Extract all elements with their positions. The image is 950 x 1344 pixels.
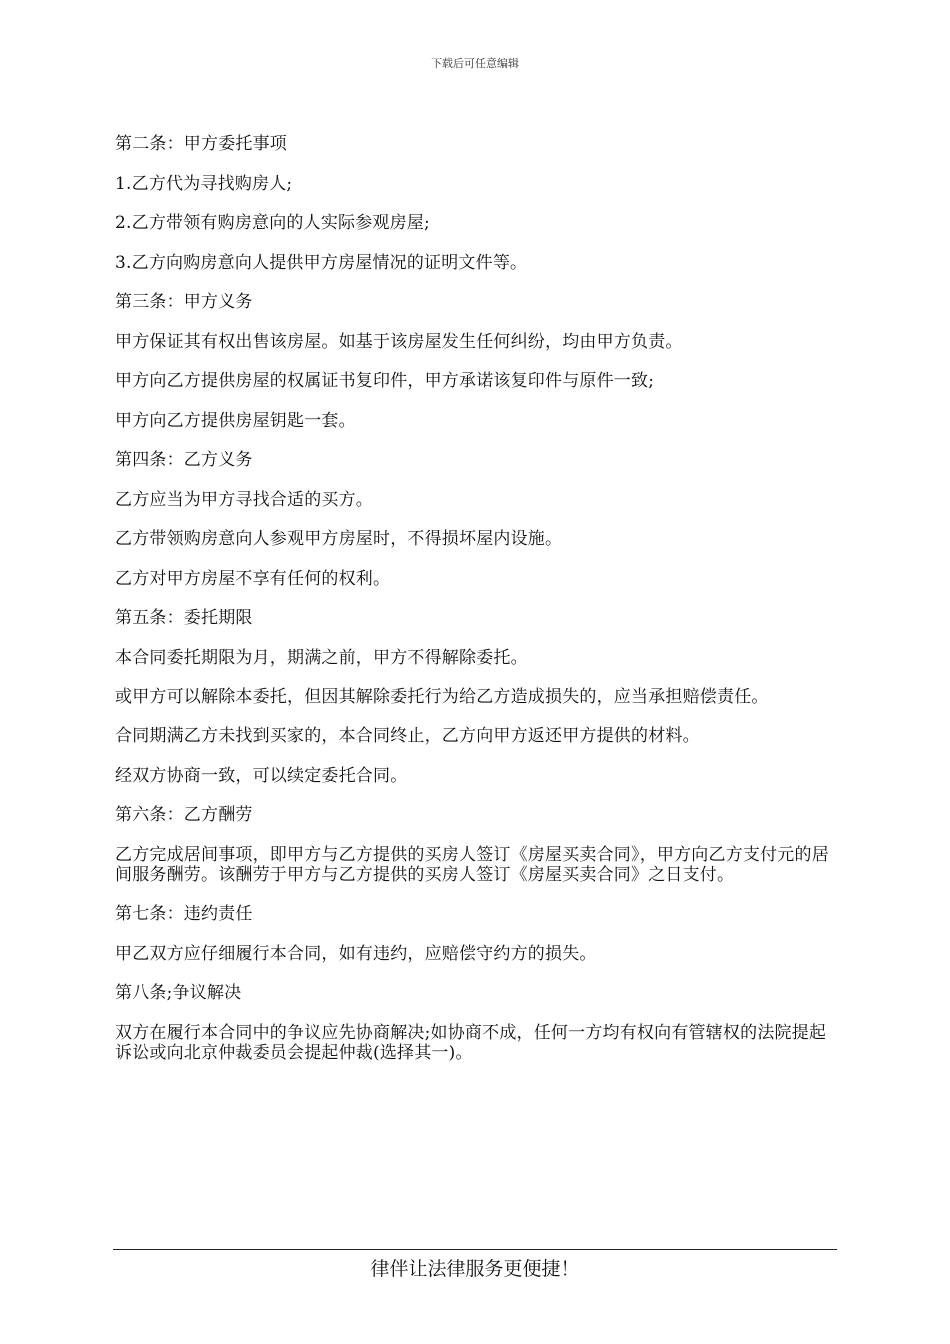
clause-heading: 第五条：委托期限 [115, 608, 253, 628]
clause-item: 甲方向乙方提供房屋钥匙一套。 [115, 410, 356, 431]
clause-item: 乙方带领购房意向人参观甲方房屋时，不得损坏屋内设施。 [115, 529, 563, 549]
clause-item: 乙方应当为甲方寻找合适的买方。 [115, 489, 373, 510]
clause-item: 3.乙方向购房意向人提供甲方房屋情况的证明文件等。 [115, 252, 528, 273]
footer-slogan: 律伴让法律服务更便捷！ [370, 1258, 580, 1280]
clause-heading: 第六条：乙方酬劳 [115, 805, 253, 825]
clause-item: 甲乙双方应仔细履行本合同，如有违约，应赔偿守约方的损失。 [115, 943, 597, 964]
footer-divider [113, 1249, 837, 1250]
clause-item: 2.乙方带领有购房意向的人实际参观房屋; [115, 213, 430, 233]
clause-item: 本合同委托期限为月，期满之前，甲方不得解除委托。 [115, 647, 528, 668]
page-header: 下载后可任意编辑 [431, 57, 519, 70]
clause-item: 双方在履行本合同中的争议应先协商解决;如协商不成，任何一方均有权向有管辖权的法院提起诉讼或向北京仲裁委员会提起仲裁(选择其一)。 [115, 1022, 827, 1063]
clause-item: 甲方向乙方提供房屋的权属证书复印件，甲方承诺该复印件与原件一致; [115, 371, 655, 391]
clause-heading: 第四条：乙方义务 [115, 450, 253, 470]
clause-heading: 第八条;争议解决 [115, 983, 242, 1003]
clause-item: 1.乙方代为寻找购房人; [115, 173, 293, 194]
clause-item: 乙方对甲方房屋不享有任何的权利。 [115, 568, 391, 589]
clause-item: 乙方完成居间事项，即甲方与乙方提供的买房人签订《房屋买卖合同》，甲方向乙方支付元的居间服务酬劳。该酬劳于甲方与乙方提供的买房人签订《房屋买卖合同》之日支付。 [115, 844, 829, 885]
clause-heading: 第三条：甲方义务 [115, 292, 253, 312]
clause-item: 甲方保证其有权出售该房屋。如基于该房屋发生任何纠纷，均由甲方负责。 [115, 331, 683, 352]
clause-item: 合同期满乙方未找到买家的，本合同终止，乙方向甲方返还甲方提供的材料。 [115, 726, 700, 746]
document-body [115, 134, 833, 1082]
clause-heading: 第二条：甲方委托事项 [115, 134, 287, 154]
clause-item: 经双方协商一致，可以续定委托合同。 [115, 765, 408, 786]
clause-heading: 第七条：违约责任 [115, 904, 253, 924]
clause-item: 或甲方可以解除本委托，但因其解除委托行为给乙方造成损失的，应当承担赔偿责任。 [115, 687, 769, 707]
